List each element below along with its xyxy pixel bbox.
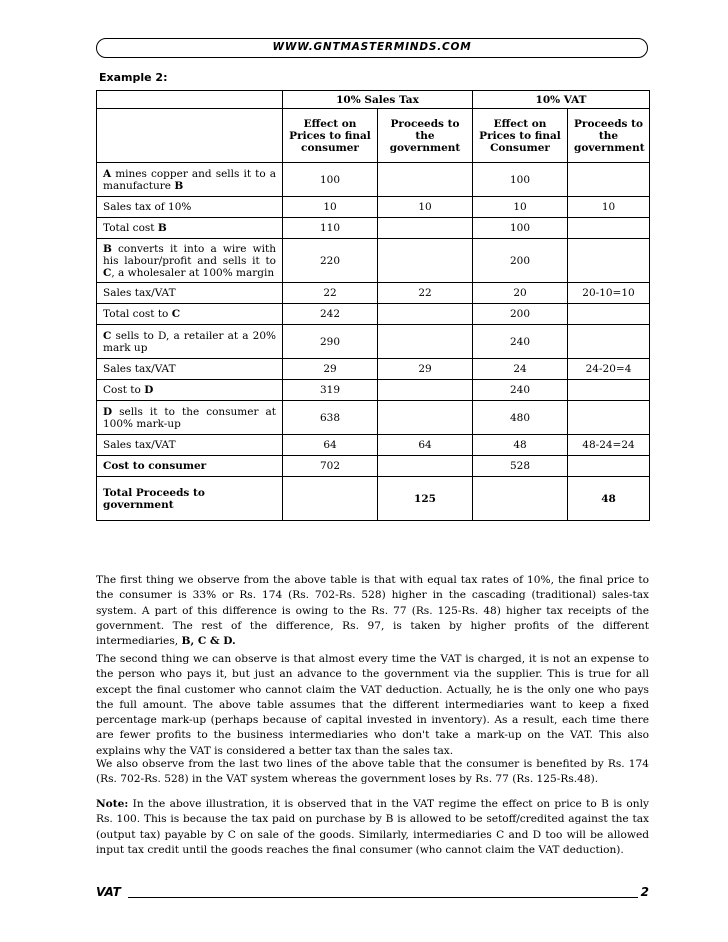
sales-tax-price-cell: 110 [283, 218, 378, 239]
table-row [97, 218, 650, 239]
table-row [97, 477, 650, 521]
vat-price-cell: 528 [473, 456, 568, 477]
vat-proceeds-cell [568, 218, 650, 239]
row-label: Sales tax of 10% [97, 197, 283, 218]
footer-label: VAT [96, 885, 121, 899]
vat-proceeds-cell: 20-10=10 [568, 283, 650, 304]
table-row [97, 304, 650, 325]
sales-tax-proceeds-cell: 22 [378, 283, 473, 304]
vat-price-cell: 100 [473, 163, 568, 197]
row-label: Sales tax/VAT [97, 435, 283, 456]
sales-tax-proceeds-cell [378, 380, 473, 401]
vat-proceeds-cell [568, 380, 650, 401]
paragraph-3: We also observe from the last two lines of the above table that the consumer is benefited by Rs. 174 (Rs. 702-Rs. 528) in the VAT system whereas the government loses by Rs. 77 (Rs. 125-Rs.48). [96, 758, 649, 786]
sub-header-vat-price: Effect on Prices to final Consumer [473, 109, 568, 163]
table-row [97, 401, 650, 435]
vat-price-cell: 480 [473, 401, 568, 435]
vat-proceeds-cell [568, 456, 650, 477]
paragraph-1: The first thing we observe from the above table is that with equal tax rates of 10%, the final price to the consumer is 33% or Rs. 174 (Rs. 702-Rs. 528) higher in the cascading (traditional) sales-tax system. A part of this difference is owing to the Rs. 77 (Rs. 125-Rs. 48) higher tax receipts of the government. The rest of the difference, Rs. 97, is taken by higher profits of the different intermediaries, B, C & D. [96, 574, 649, 648]
vat-price-cell: 240 [473, 325, 568, 359]
page-number: 2 [640, 885, 649, 899]
row-label: A mines copper and sells it to a manufacture B [97, 163, 283, 197]
site-header: WWW.GNTMASTERMINDS.COM [272, 41, 472, 53]
row-label: Total cost B [97, 218, 283, 239]
vat-proceeds-cell [568, 325, 650, 359]
sales-tax-proceeds-cell [378, 401, 473, 435]
row-label: Sales tax/VAT [97, 283, 283, 304]
sub-header-st-price: Effect on Prices to final consumer [283, 109, 378, 163]
vat-proceeds-cell [568, 401, 650, 435]
row-label: B converts it into a wire with his labour/profit and sells it to C, a wholesaler at 100% margin [97, 239, 283, 283]
table-row [97, 239, 650, 283]
sales-tax-price-cell: 22 [283, 283, 378, 304]
vat-price-cell [473, 477, 568, 521]
table-corner-cell [97, 91, 283, 109]
table-row [97, 197, 650, 218]
row-label: Total cost to C [97, 304, 283, 325]
table-row [97, 380, 650, 401]
sales-tax-proceeds-cell [378, 239, 473, 283]
sales-tax-price-cell: 220 [283, 239, 378, 283]
sales-tax-price-cell: 10 [283, 197, 378, 218]
vat-proceeds-cell [568, 304, 650, 325]
sales-tax-proceeds-cell [378, 456, 473, 477]
table-group-header-row [97, 91, 650, 109]
sales-tax-price-cell: 638 [283, 401, 378, 435]
sales-tax-price-cell: 319 [283, 380, 378, 401]
table-row [97, 435, 650, 456]
sales-tax-price-cell: 100 [283, 163, 378, 197]
vat-price-cell: 100 [473, 218, 568, 239]
vat-proceeds-cell: 10 [568, 197, 650, 218]
vat-price-cell: 24 [473, 359, 568, 380]
sales-tax-proceeds-cell: 64 [378, 435, 473, 456]
table-row [97, 456, 650, 477]
sales-tax-proceeds-cell [378, 325, 473, 359]
vat-proceeds-cell [568, 163, 650, 197]
sales-tax-price-cell: 29 [283, 359, 378, 380]
paragraph-note: Note: In the above illustration, it is observed that in the VAT regime the effect on price to B is only Rs. 100. This is because the tax paid on purchase by B is allowed to be setoff/credited against the tax (output tax) payable by C on sale of the goods. Similarly, intermediaries C and D too will be allowed input tax credit until the goods reaches the final consumer (who cannot claim the VAT deduction). [96, 798, 649, 856]
vat-proceeds-cell: 48-24=24 [568, 435, 650, 456]
row-label: D sells it to the consumer at 100% mark-up [97, 401, 283, 435]
sales-tax-proceeds-cell: 125 [378, 477, 473, 521]
row-label: Cost to D [97, 380, 283, 401]
table-row [97, 325, 650, 359]
sales-tax-price-cell: 290 [283, 325, 378, 359]
table-sub-header-row [97, 109, 650, 163]
vat-price-cell: 200 [473, 304, 568, 325]
row-label: C sells to D, a retailer at a 20% mark up [97, 325, 283, 359]
table-row [97, 283, 650, 304]
sub-header-vat-proceeds: Proceeds to the government [568, 109, 650, 163]
sales-tax-price-cell: 64 [283, 435, 378, 456]
sales-tax-proceeds-cell [378, 163, 473, 197]
table-row [97, 359, 650, 380]
footer-rule [128, 897, 638, 898]
sub-header-st-proceeds: Proceeds to the government [378, 109, 473, 163]
vat-price-cell: 200 [473, 239, 568, 283]
table-label-header-cell [97, 109, 283, 163]
vat-proceeds-cell: 24-20=4 [568, 359, 650, 380]
vat-price-cell: 20 [473, 283, 568, 304]
row-label: Cost to consumer [97, 456, 283, 477]
vat-proceeds-cell [568, 239, 650, 283]
sales-tax-proceeds-cell: 29 [378, 359, 473, 380]
vat-price-cell: 48 [473, 435, 568, 456]
table-row [97, 163, 650, 197]
row-label: Total Proceeds to government [97, 477, 283, 521]
sales-tax-proceeds-cell: 10 [378, 197, 473, 218]
example-title: Example 2: [99, 71, 168, 84]
sales-tax-proceeds-cell [378, 304, 473, 325]
sales-tax-price-cell: 702 [283, 456, 378, 477]
sales-tax-proceeds-cell [378, 218, 473, 239]
vat-price-cell: 10 [473, 197, 568, 218]
sales-tax-price-cell [283, 477, 378, 521]
sales-tax-price-cell: 242 [283, 304, 378, 325]
vat-price-cell: 240 [473, 380, 568, 401]
sales-tax-group-header: 10% Sales Tax [283, 91, 473, 109]
vat-comparison-table [96, 90, 650, 521]
vat-group-header: 10% VAT [473, 91, 650, 109]
vat-proceeds-cell: 48 [568, 477, 650, 521]
paragraph-2: The second thing we can observe is that almost every time the VAT is charged, it is not an expense to the person who pays it, but just an advance to the government via the supplier. This is true for all except the final customer who cannot claim the VAT deduction. Actually, he is the only one who pays the full amount. The above table assumes that the different intermediaries want to keep a fixed percentage mark-up (perhaps because of capital invested in inventory). As a result, each time there are fewer profits to the business intermediaries who don't take a mark-up on the VAT. This also explains why the VAT is considered a better tax than the sales tax. [96, 653, 649, 757]
row-label: Sales tax/VAT [97, 359, 283, 380]
